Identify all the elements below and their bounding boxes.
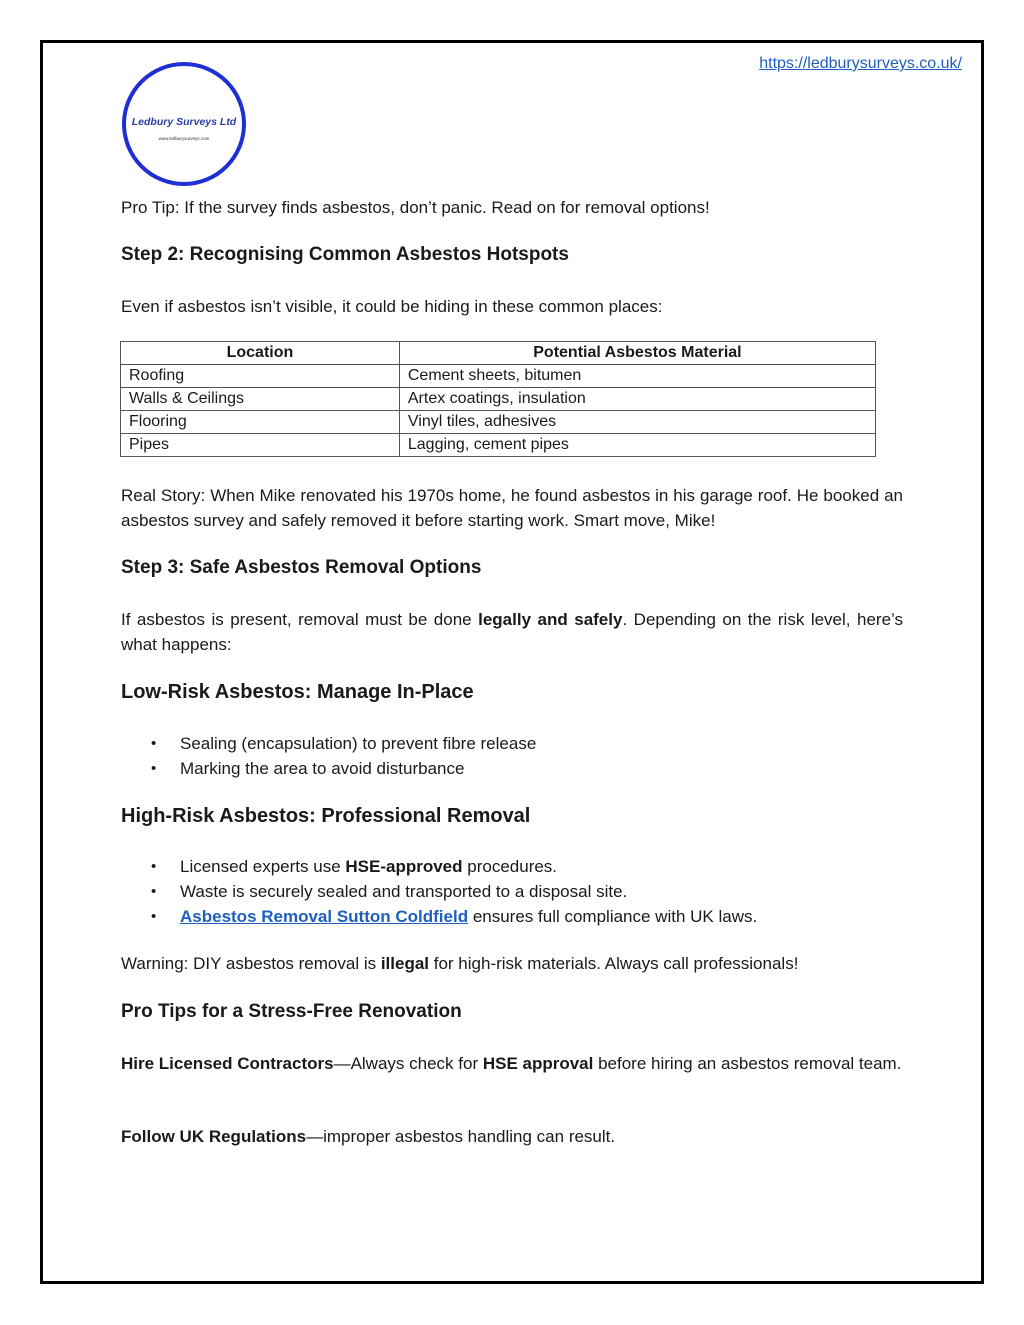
pro-tip-contractors: Hire Licensed Contractors—Always check for HSE approval before hiring an asbestos removal team. <box>121 1054 902 1073</box>
step3-heading: Step 3: Safe Asbestos Removal Options <box>121 557 482 578</box>
low-risk-heading: Low-Risk Asbestos: Manage In-Place <box>121 681 474 703</box>
table-cell: Artex coatings, insulation <box>399 388 875 411</box>
pro-tips-heading: Pro Tips for a Stress-Free Renovation <box>121 1001 462 1022</box>
table-row <box>121 388 876 411</box>
table-row <box>121 434 876 457</box>
table-cell: Lagging, cement pipes <box>399 434 875 457</box>
high-risk-list <box>145 854 757 929</box>
table-cell: Vinyl tiles, adhesives <box>399 411 875 434</box>
list-item: • Marking the area to avoid disturbance <box>151 759 465 778</box>
asbestos-removal-link[interactable]: Asbestos Removal Sutton Coldfield <box>180 907 469 926</box>
real-story-text: Real Story: When Mike renovated his 1970s home, he found asbestos in his garage roof. He booked an asbestos survey and safely removed it before starting work. Smart move, Mike! <box>121 486 903 530</box>
table-cell: Flooring <box>121 411 400 434</box>
company-logo <box>122 62 246 186</box>
page-border <box>40 40 984 1284</box>
table-row <box>121 365 876 388</box>
table-header-material: Potential Asbestos Material <box>399 342 875 365</box>
step2-intro: Even if asbestos isn’t visible, it could be hiding in these common places: <box>121 297 663 316</box>
table-header-row <box>121 342 876 365</box>
logo-name: Ledbury Surveys Ltd <box>131 116 237 128</box>
table-row <box>121 411 876 434</box>
table-cell: Pipes <box>121 434 400 457</box>
table-cell: Walls & Ceilings <box>121 388 400 411</box>
asbestos-hotspots-table <box>120 341 876 457</box>
logo-site: www.ledburysurveys.com <box>158 136 210 141</box>
table-header-location: Location <box>121 342 400 365</box>
list-item: • Waste is securely sealed and transported to a disposal site. <box>151 882 628 901</box>
website-link[interactable]: https://ledburysurveys.co.uk/ <box>759 55 962 72</box>
list-item: • Sealing (encapsulation) to prevent fibre release <box>151 734 537 753</box>
warning-text: Warning: DIY asbestos removal is illegal for high-risk materials. Always call professionals! <box>121 954 799 973</box>
list-item: • Licensed experts use HSE-approved procedures. <box>151 857 558 876</box>
step2-heading: Step 2: Recognising Common Asbestos Hotspots <box>121 244 569 265</box>
pro-tip-text: Pro Tip: If the survey finds asbestos, don’t panic. Read on for removal options! <box>121 198 710 217</box>
list-item: • Asbestos Removal Sutton Coldfield ensures full compliance with UK laws. <box>151 907 758 926</box>
step3-intro: If asbestos is present, removal must be done legally and safely. Depending on the risk level, here’s what happens: <box>121 610 903 654</box>
pro-tip-regulations: Follow UK Regulations—improper asbestos handling can result. <box>121 1127 616 1146</box>
table-cell: Cement sheets, bitumen <box>399 365 875 388</box>
high-risk-heading: High-Risk Asbestos: Professional Removal <box>121 805 531 827</box>
low-risk-list <box>145 731 536 781</box>
table-cell: Roofing <box>121 365 400 388</box>
